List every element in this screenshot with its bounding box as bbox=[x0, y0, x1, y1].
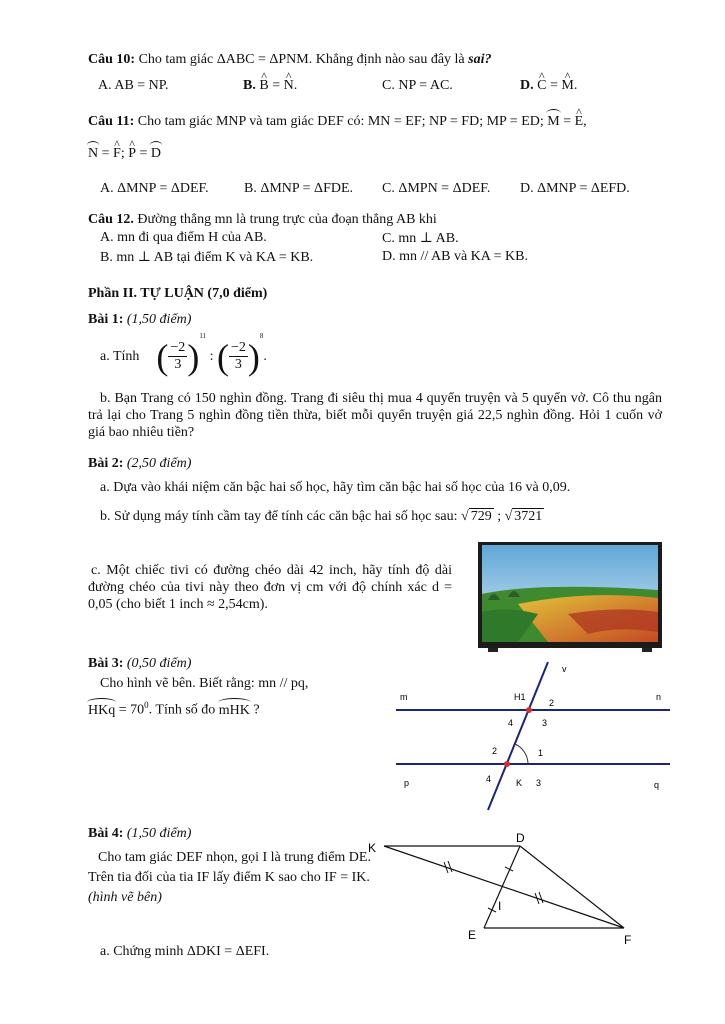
q11-option-a: A. ΔMNP = ΔDEF. bbox=[100, 181, 209, 196]
q10-label: Câu 10: bbox=[88, 52, 136, 67]
q12-text: Đường thẳng mn là trung trực của đoạn thẳng AB khi bbox=[137, 212, 437, 227]
bai3-points: (0,50 điểm) bbox=[126, 656, 192, 671]
q10-b-angle-left: ^ B bbox=[259, 78, 268, 94]
bai2-b-text: b. Sử dụng máy tính cầm tay để tính các căn bậc hai số học sau: bbox=[100, 509, 458, 524]
bai2-root-2: 3721 bbox=[514, 509, 543, 524]
q12-stem bbox=[88, 212, 437, 228]
fig4-label-k: K bbox=[368, 841, 377, 855]
bai4-heading bbox=[88, 826, 191, 842]
q10-option-b bbox=[243, 78, 297, 94]
q12-label: Câu 12. bbox=[88, 212, 134, 227]
q12-option-a: A. mn đi qua điểm H của AB. bbox=[100, 230, 267, 245]
q11-eq1: = bbox=[563, 114, 572, 129]
segment-kf bbox=[384, 846, 624, 928]
q12-option-c: C. mn ⊥ AB. bbox=[382, 231, 459, 246]
bai4-a-text: a. Chứng minh ΔDKI = ΔEFI. bbox=[100, 944, 270, 959]
fig3-label-k: K bbox=[516, 778, 523, 788]
tv-illustration bbox=[478, 542, 662, 654]
q10-b-eq: = bbox=[272, 78, 281, 93]
bai1-paren-open-2: ( bbox=[216, 336, 229, 377]
bai1-op: : bbox=[209, 348, 214, 364]
fig3-label-k3: 3 bbox=[536, 778, 542, 788]
q11-option-d: D. ΔMNP = ΔEFD. bbox=[520, 181, 630, 196]
bai1-fraction-1 bbox=[168, 340, 187, 373]
part2-title: Phần II. TỰ LUẬN (7,0 điểm) bbox=[88, 286, 268, 301]
fig4-label-f: F bbox=[624, 933, 632, 947]
fig3-label-k2: 2 bbox=[492, 746, 498, 756]
fig3-label-h3: 3 bbox=[542, 718, 548, 728]
fig3-label-v: v bbox=[562, 664, 567, 674]
bai1-label: Bài 1: bbox=[88, 312, 124, 327]
angle-arc-k bbox=[515, 744, 528, 764]
bai1-b-text: b. Bạn Trang có 150 nghìn đồng. Trang đi siêu thị mua 4 quyển truyện và 5 quyển vở. Cô thu ngân trả lại cho Trang 5 nghìn đồng tiền thừa, biết mỗi quyển truyện giá 22,5 nghìn đồng. Hỏi 1 cuốn vở giá bao nhiêu tiền? bbox=[88, 391, 662, 440]
bai1-num-1: −2 bbox=[170, 340, 186, 356]
fig4-label-i: I bbox=[498, 899, 502, 913]
q11-angle-n: N bbox=[88, 146, 99, 161]
q10-b-end: . bbox=[293, 78, 298, 93]
bai3-line2 bbox=[88, 700, 260, 719]
bai3-ask: . Tính số đo bbox=[148, 702, 216, 718]
q10-qmark: ? bbox=[484, 52, 492, 67]
q11-angles bbox=[88, 146, 161, 162]
bai3-angle-value: = 70 bbox=[118, 702, 145, 718]
bai1-points: (1,50 điểm) bbox=[126, 312, 192, 327]
q11-option-c: C. ΔMPN = ΔDEF. bbox=[382, 181, 491, 196]
bai1-paren-open-1: ( bbox=[156, 336, 169, 377]
tick-if-2 bbox=[539, 892, 543, 903]
bai3-angle-mhk: mHK bbox=[218, 702, 250, 718]
q11-angle-p: ^ P bbox=[128, 146, 136, 162]
q11-text: Cho tam giác MNP và tam giác DEF có: MN = EF; NP = FD; MP = ED; bbox=[137, 114, 544, 129]
q11-comma: , bbox=[583, 114, 587, 129]
segment-df bbox=[520, 846, 624, 928]
q10-emph: sai bbox=[468, 52, 485, 67]
bai4-label: Bài 4: bbox=[88, 826, 124, 841]
bai3-label: Bài 3: bbox=[88, 656, 124, 671]
fig4-label-d: D bbox=[516, 832, 525, 845]
sqrt-symbol-1: √ bbox=[461, 509, 469, 524]
bai1-a-text: a. Tính bbox=[100, 348, 140, 364]
bai1-paren-close-2: ) bbox=[247, 336, 260, 377]
fig3-label-k1: 1 bbox=[538, 748, 544, 758]
q10-d-letter: D. bbox=[520, 78, 534, 93]
bai2-sep: ; bbox=[497, 509, 502, 524]
triangle-figure bbox=[362, 832, 652, 950]
q10-d-angle-right: ^ M bbox=[561, 78, 573, 94]
fig3-label-h: H1 bbox=[514, 692, 526, 702]
q10-option-a: A. AB = NP. bbox=[98, 78, 169, 93]
bai3-degree: 0 bbox=[144, 700, 149, 710]
bai3-line1: Cho hình vẽ bên. Biết rằng: mn // pq, bbox=[100, 676, 309, 691]
q11-angle-f: ^ F bbox=[113, 146, 121, 162]
bai3-qmark: ? bbox=[253, 702, 260, 718]
bai2-points: (2,50 điểm) bbox=[126, 456, 192, 471]
segment-de bbox=[484, 846, 520, 928]
bai4-fig-note: (hình vẽ bên) bbox=[88, 890, 162, 905]
q11-eq2: = bbox=[101, 146, 110, 161]
fig3-label-q: q bbox=[654, 780, 660, 790]
bai1-den-1: 3 bbox=[174, 357, 182, 373]
q12-option-d: D. mn // AB và KA = KB. bbox=[382, 249, 528, 264]
q12-option-b: B. mn ⊥ AB tại điểm K và KA = KB. bbox=[100, 250, 314, 265]
bai1-exponent-2: 8 bbox=[259, 332, 264, 340]
fig3-label-h2: 2 bbox=[549, 698, 555, 708]
point-k bbox=[504, 761, 510, 767]
bai3-angle-hkq: HKq bbox=[88, 702, 116, 718]
bai4-text bbox=[88, 848, 376, 908]
q11-angle-e: ^ E bbox=[575, 114, 584, 130]
bai1-num-2: −2 bbox=[230, 340, 246, 356]
bai3-heading bbox=[88, 656, 191, 672]
bai1-paren-close-1: ) bbox=[187, 336, 200, 377]
q11-sep: ; bbox=[120, 146, 125, 161]
bai2-heading bbox=[88, 456, 191, 472]
fig3-label-k4: 4 bbox=[486, 774, 492, 784]
fig3-label-p: p bbox=[404, 778, 410, 788]
bai1-exponent-1: 11 bbox=[199, 332, 207, 340]
bai1-a bbox=[100, 332, 267, 375]
q11-angle-d: D bbox=[150, 146, 162, 161]
bai2-a-text: a. Dựa vào khái niệm căn bậc hai số học, hãy tìm căn bậc hai số học của 16 và 0,09. bbox=[100, 480, 571, 495]
bai4-statement: Cho tam giác DEF nhọn, gọi I là trung điểm DE. Trên tia đối của tia IF lấy điểm K sao cho IF = IK. bbox=[88, 850, 371, 885]
q11-eq3: = bbox=[139, 146, 148, 161]
bai2-root-1: 729 bbox=[470, 509, 492, 524]
fig4-label-e: E bbox=[468, 928, 477, 942]
tick-ki-2 bbox=[448, 861, 452, 872]
q10-option-c: C. NP = AC. bbox=[382, 78, 453, 93]
tv-image bbox=[478, 542, 662, 654]
bai1-den-2: 3 bbox=[234, 357, 242, 373]
bai1-fraction-2 bbox=[229, 340, 248, 373]
q10-b-angle-right: ^ N bbox=[284, 78, 294, 94]
q11-stem bbox=[88, 114, 587, 130]
fig3-label-h4: 4 bbox=[508, 718, 514, 728]
q11-option-b: B. ΔMNP = ΔFDE. bbox=[244, 181, 354, 196]
q10-d-angle-left: ^ C bbox=[537, 78, 546, 94]
q11-angle-m: M bbox=[547, 114, 560, 129]
q10-b-letter: B. bbox=[243, 78, 256, 93]
bai4-points: (1,50 điểm) bbox=[126, 826, 192, 841]
sqrt-symbol-2: √ bbox=[504, 509, 513, 524]
q10-stem bbox=[88, 52, 492, 68]
parallel-lines-figure bbox=[390, 658, 680, 818]
q10-option-d bbox=[520, 78, 577, 94]
q10-text: Cho tam giác ΔABC = ΔPNM. Khẳng định nào sau đây là bbox=[138, 52, 465, 67]
q11-label: Câu 11: bbox=[88, 114, 135, 129]
point-h bbox=[526, 707, 532, 713]
fig3-label-n: n bbox=[656, 692, 662, 702]
bai1-heading bbox=[88, 312, 191, 328]
q10-d-end: . bbox=[573, 78, 578, 93]
bai2-label: Bài 2: bbox=[88, 456, 124, 471]
fig3-label-m: m bbox=[400, 692, 408, 702]
bai2-b bbox=[100, 509, 544, 525]
q10-d-eq: = bbox=[549, 78, 558, 93]
bai1-end: . bbox=[263, 348, 267, 364]
bai2-c-text: c. Một chiếc tivi có đường chéo dài 42 inch, hãy tính độ dài đường chéo của tivi này theo đơn vị cm với độ chính xác d = 0,05 (cho biết 1 inch ≈ 2,54cm). bbox=[88, 563, 452, 612]
